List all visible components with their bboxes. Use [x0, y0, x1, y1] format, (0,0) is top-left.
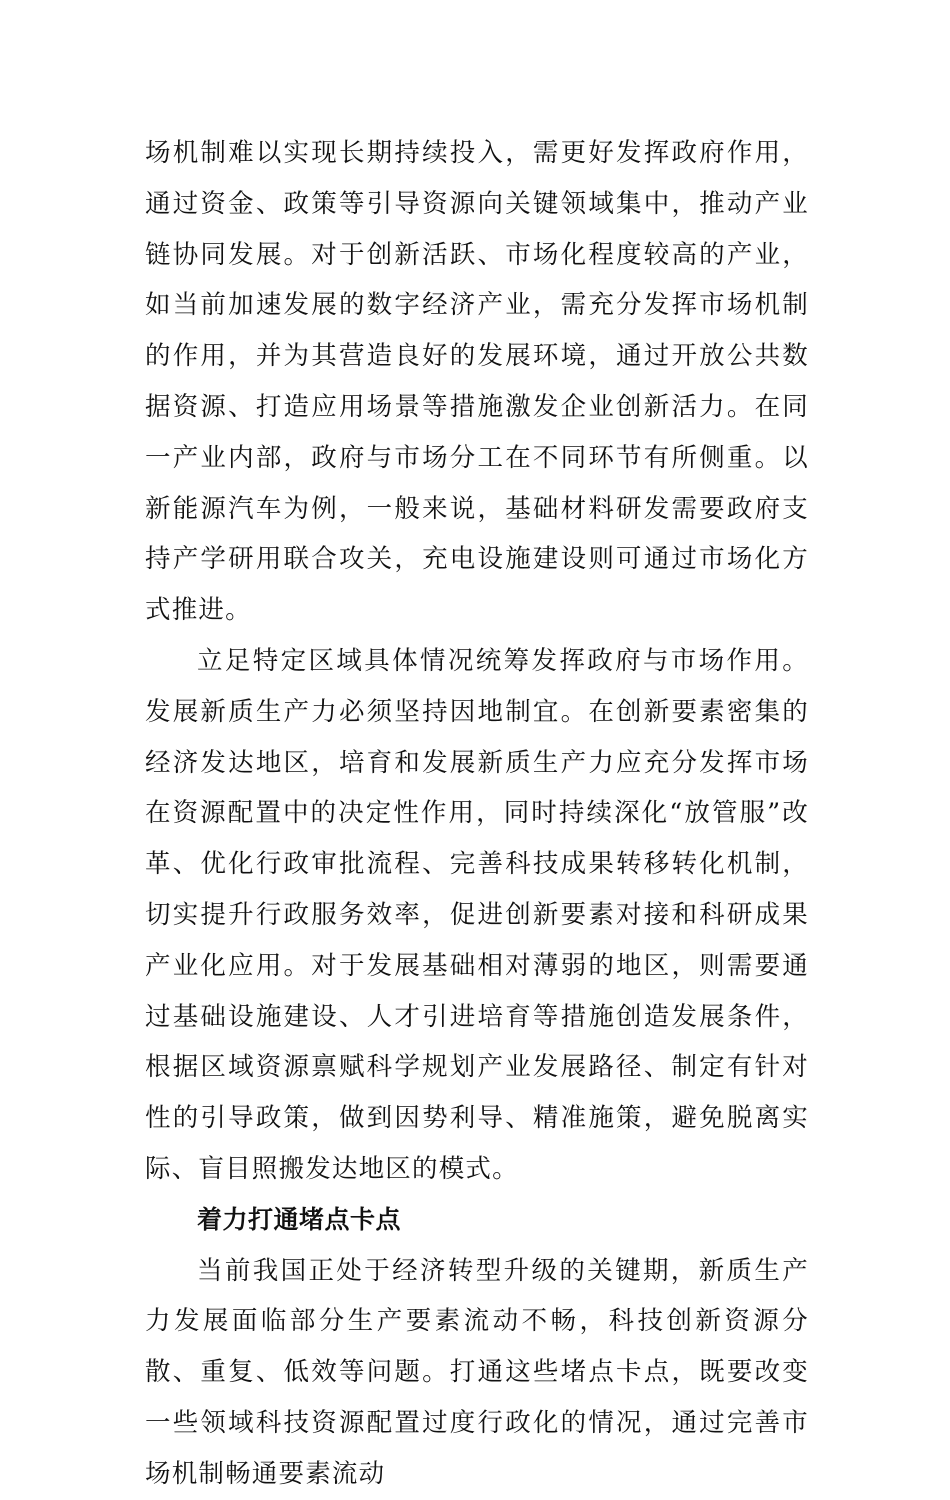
paragraph-regional-coordination: 立足特定区域具体情况统筹发挥政府与市场作用。发展新质生产力必须坚持因地制宜。在创新要素密集的经济发达地区，培育和发展新质生产力应充分发挥市场在资源配置中的决定性作用，同时持续深化“放管服”改革、优化行政审批流程、完善科技成果转移转化机制，切实提升行政服务效率，促进创新要素对接和科研成果产业化应用。对于发展基础相对薄弱的地区，则需要通过基础设施建设、人才引进培育等措施创造发展条件，根据区域资源禀赋科学规划产业发展路径、制定有针对性的引导政策，做到因势利导、精准施策，避免脱离实际、盲目照搬发达地区的模式。 [145, 645, 809, 1184]
document-body [145, 128, 809, 1500]
paragraph-continuation: 场机制难以实现长期持续投入，需更好发挥政府作用，通过资金、政策等引导资源向关键领域集中，推动产业链协同发展。对于创新活跃、市场化程度较高的产业，如当前加速发展的数字经济产业，需充分发挥市场机制的作用，并为其营造良好的发展环境，通过开放公共数据资源、打造应用场景等措施激发企业创新活力。在同一产业内部，政府与市场分工在不同环节有所侧重。以新能源汽车为例，一般来说，基础材料研发需要政府支持产学研用联合攻关，充电设施建设则可通过市场化方式推进。 [145, 138, 809, 626]
paragraph-bottlenecks: 当前我国正处于经济转型升级的关键期，新质生产力发展面临部分生产要素流动不畅，科技创新资源分散、重复、低效等问题。打通这些堵点卡点，既要改变一些领域科技资源配置过度行政化的情况，通过完善市场机制畅通要素流动 [145, 1255, 809, 1489]
section-heading: 着力打通堵点卡点 [197, 1204, 402, 1234]
